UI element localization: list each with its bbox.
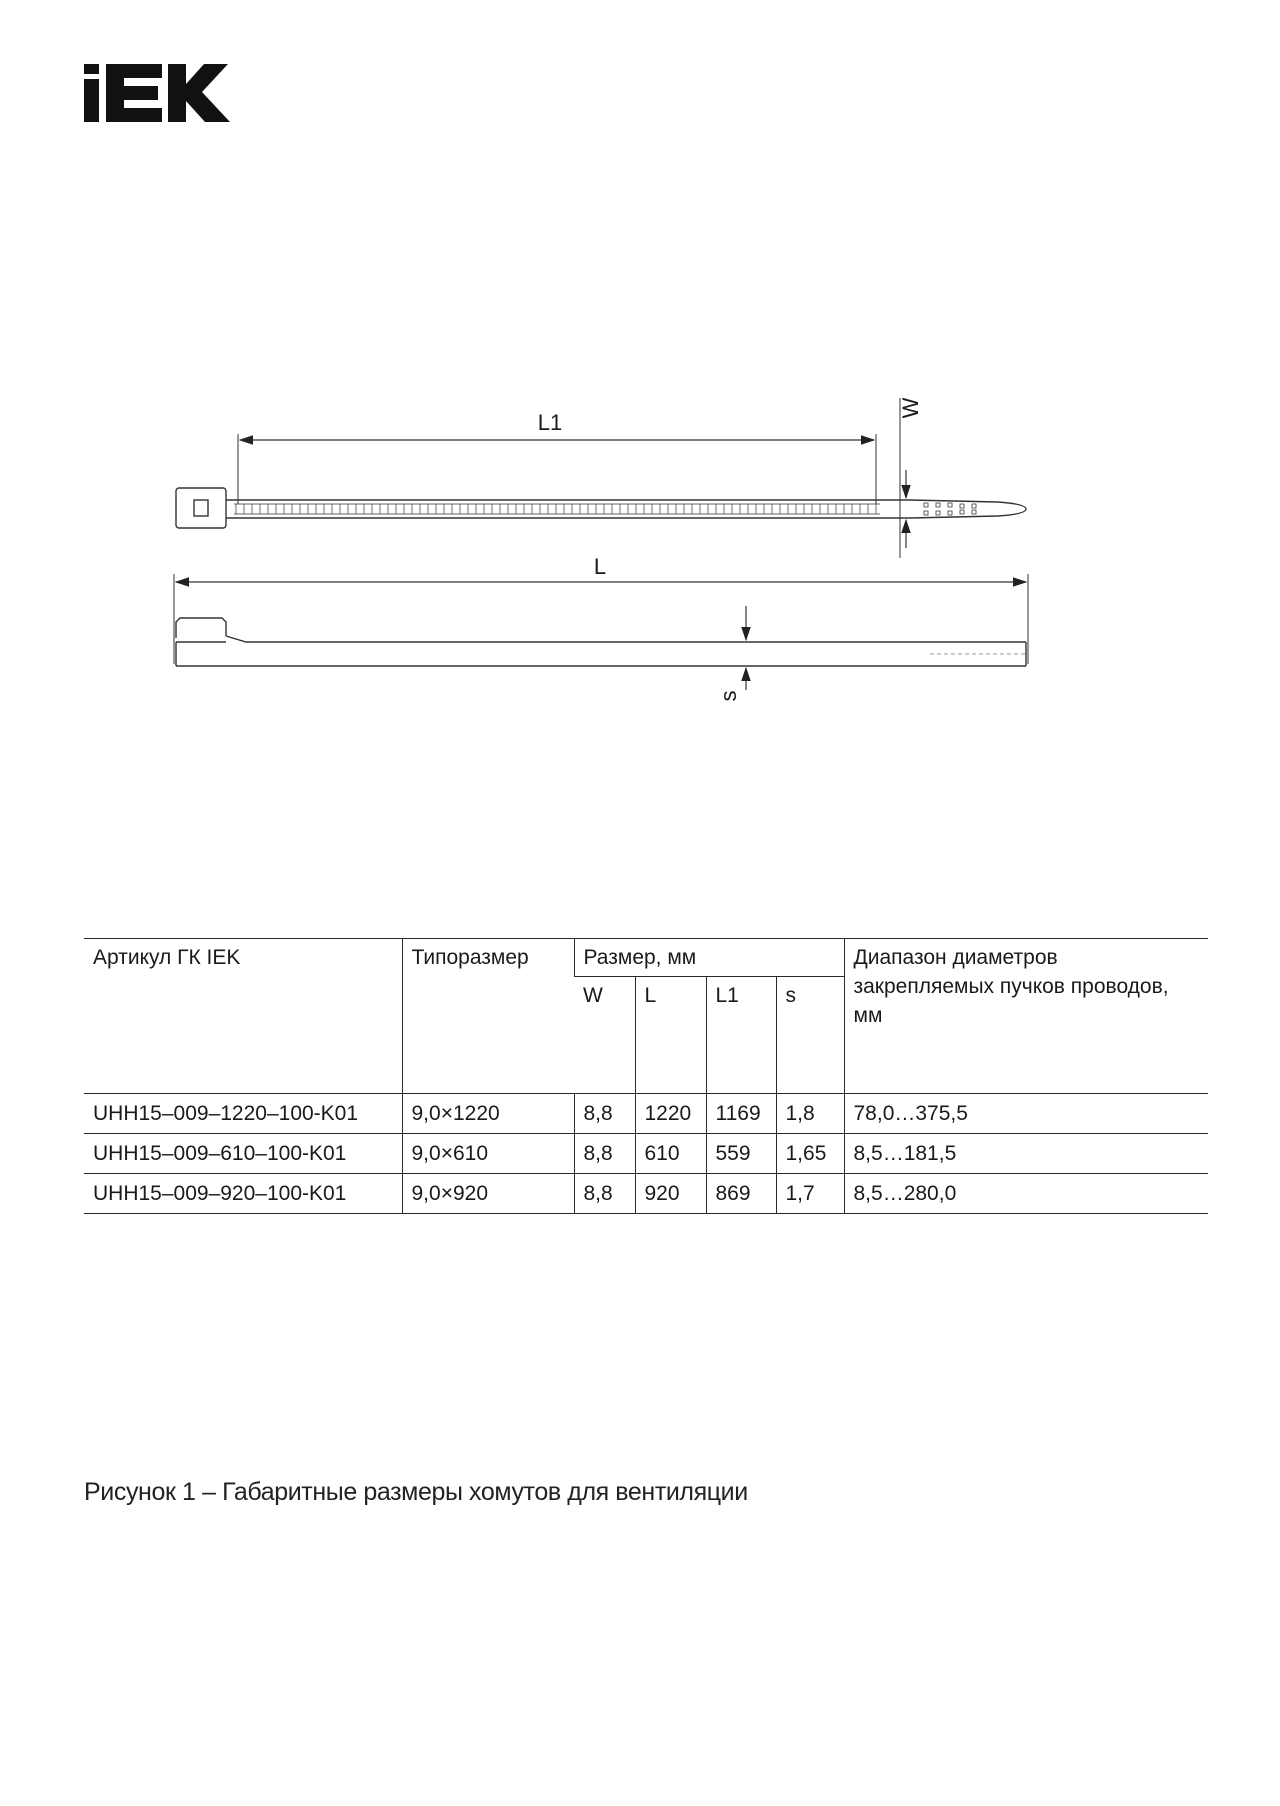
- cell-l1: 559: [706, 1134, 776, 1174]
- cell-size-type: 9,0×610: [402, 1134, 574, 1174]
- cell-l1: 869: [706, 1174, 776, 1214]
- cable-tie-svg: [160, 378, 1040, 718]
- cell-w: 8,8: [574, 1174, 635, 1214]
- cell-article: UHH15–009–1220–100-K01: [84, 1094, 402, 1134]
- dim-label-l: L: [593, 554, 607, 579]
- header-article: Артикул ГК IEK: [84, 939, 402, 1094]
- table-row: [84, 1174, 1208, 1214]
- top-view: [176, 398, 1026, 558]
- cell-size-type: 9,0×1220: [402, 1094, 574, 1134]
- cell-w: 8,8: [574, 1134, 635, 1174]
- iek-logo-graphic: [84, 64, 230, 122]
- cell-s: 1,8: [776, 1094, 844, 1134]
- cell-s: 1,7: [776, 1174, 844, 1214]
- dim-label-w: W: [898, 397, 923, 419]
- cell-article: UHH15–009–610–100-K01: [84, 1134, 402, 1174]
- cell-w: 8,8: [574, 1094, 635, 1134]
- header-l1: L1: [706, 977, 776, 1094]
- header-l: L: [635, 977, 706, 1094]
- side-view: [174, 574, 1028, 690]
- dim-label-l1: L1: [537, 410, 563, 435]
- header-size-type: Типоразмер: [402, 939, 574, 1094]
- cell-l: 1220: [635, 1094, 706, 1134]
- header-s: s: [776, 977, 844, 1094]
- header-size-mm: Размер, мм: [574, 939, 844, 977]
- spec-table: [84, 938, 1208, 1214]
- cell-range: 8,5…181,5: [844, 1134, 1208, 1174]
- cell-range: 78,0…375,5: [844, 1094, 1208, 1134]
- cable-tie-drawing: [160, 378, 1040, 718]
- header-w: W: [574, 977, 635, 1094]
- cell-l: 610: [635, 1134, 706, 1174]
- dim-label-s: s: [716, 690, 741, 702]
- figure-caption: Рисунок 1 – Габаритные размеры хомутов для вентиляции: [84, 1478, 748, 1506]
- iek-logo: [84, 64, 230, 122]
- header-range: Диапазон диаметров закрепляемых пучков проводов, мм: [844, 939, 1208, 1094]
- cell-l: 920: [635, 1174, 706, 1214]
- table-row: [84, 1094, 1208, 1134]
- table-row: [84, 1134, 1208, 1174]
- cell-article: UHH15–009–920–100-K01: [84, 1174, 402, 1214]
- cell-range: 8,5…280,0: [844, 1174, 1208, 1214]
- cell-s: 1,65: [776, 1134, 844, 1174]
- cell-l1: 1169: [706, 1094, 776, 1134]
- cell-size-type: 9,0×920: [402, 1174, 574, 1214]
